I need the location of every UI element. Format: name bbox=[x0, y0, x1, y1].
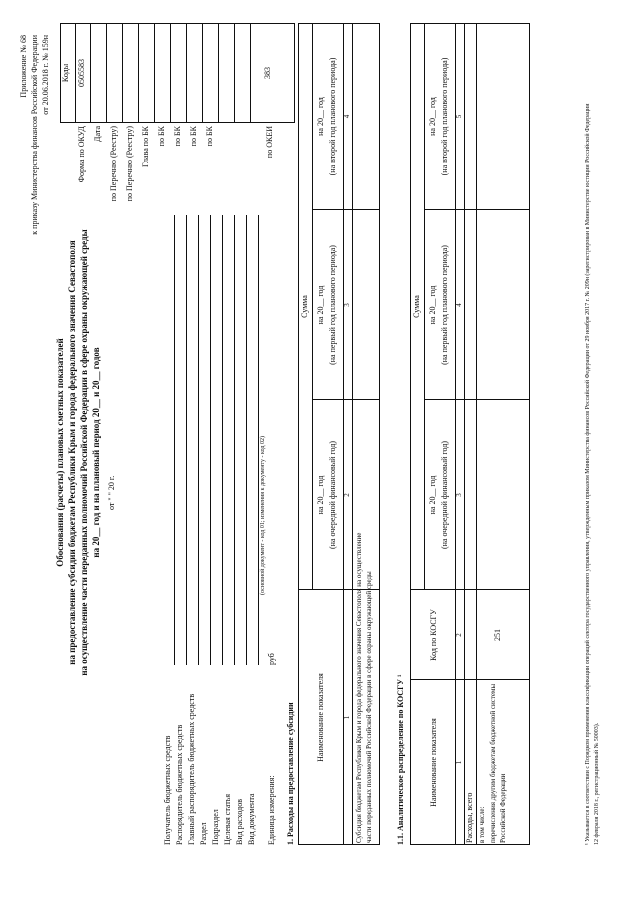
appendix-order-date: от 20.06.2018 г. № 159н bbox=[41, 35, 50, 115]
section1-num-1: 1 bbox=[343, 715, 351, 720]
perechen-label-1: по Перечню (Реестру) bbox=[109, 126, 118, 202]
section11-col3-year: на 20__ год bbox=[428, 475, 437, 515]
section11-row-label-2: Российской Федерации bbox=[499, 773, 507, 843]
section11-table bbox=[410, 23, 530, 845]
field-section: Раздел bbox=[199, 822, 208, 845]
section1-col4-desc: (на второй год планового периода) bbox=[328, 57, 337, 176]
field-subsection: Подраздел bbox=[211, 809, 220, 845]
section11-col-sum: Сумма bbox=[412, 295, 421, 318]
section1-col3-desc: (на первый год планового периода) bbox=[328, 245, 337, 365]
section11-title: 1.1. Аналитическое распределение по КОСГУ ¹ bbox=[396, 674, 405, 845]
section11-col4-year: на 20__ год bbox=[428, 285, 437, 325]
section1-row-label-1: Субсидия бюджетам Республики Крым и города федерального значения Севастополя на осуществление bbox=[355, 532, 363, 843]
codes-box bbox=[60, 23, 295, 123]
section11-num-2: 2 bbox=[455, 633, 463, 637]
bk-label-3: по БК bbox=[189, 126, 198, 147]
glava-label: Глава по БК bbox=[141, 126, 150, 167]
section11-num-3: 3 bbox=[455, 493, 463, 497]
section1-num-2: 2 bbox=[343, 493, 351, 497]
section1-title: 1. Расходы на предоставление субсидии bbox=[286, 702, 295, 845]
section1-num-4: 4 bbox=[343, 114, 351, 119]
section11-col4-desc: (на первый год планового периода) bbox=[440, 245, 449, 365]
section1-col-sum: Сумма bbox=[300, 295, 309, 318]
page-title: Обоснования (расчеты) плановых сметных показателей bbox=[55, 338, 65, 567]
units-value: руб bbox=[267, 653, 276, 665]
section11-col-kosgu: Код по КОСГУ bbox=[429, 609, 438, 661]
section11-col-name: Наименование показателя bbox=[429, 718, 438, 807]
units-label: Единица измерения: bbox=[267, 775, 276, 845]
field-target-article: Целевая статья bbox=[223, 793, 232, 845]
section11-num-4: 4 bbox=[455, 303, 463, 307]
footnote-line-2: 12 февраля 2018 г., регистрационный № 50003). bbox=[594, 722, 600, 845]
section11-total-label: Расходы, всего bbox=[465, 792, 474, 843]
field-recipient: Получатель бюджетных средств bbox=[163, 735, 172, 845]
section11-num-1: 1 bbox=[455, 760, 463, 765]
section1-col3-year: на 20__ год bbox=[316, 285, 325, 325]
page-subtitle-3: на 20__ год и на плановый период 20__ и 20__ годов bbox=[91, 347, 101, 558]
bk-label-4: по БК bbox=[205, 126, 214, 147]
okei-label: по ОКЕИ bbox=[265, 126, 274, 159]
appendix-order: к приказу Министерства финансов Российской Федерации bbox=[30, 35, 39, 235]
section11-row-label-1: перечисления другим бюджетам бюджетной системы bbox=[489, 683, 497, 843]
section1-row-label-2: части переданных полномочий Российской Федерации в сфере охраны окружающей среды bbox=[365, 571, 373, 843]
appendix-number: Приложение № 68 bbox=[19, 35, 28, 98]
section11-num-5: 5 bbox=[455, 114, 463, 119]
field-distributor: Распорядитель бюджетных средств bbox=[175, 724, 184, 845]
section1-col-name: Наименование показателя bbox=[316, 673, 325, 762]
document-date: от " " 20 г. bbox=[107, 475, 116, 510]
section1-num-3: 3 bbox=[343, 303, 351, 307]
bk-label-2: по БК bbox=[173, 126, 182, 147]
okei-value: 383 bbox=[263, 67, 272, 79]
field-expense-type: Вид расходов bbox=[235, 799, 244, 845]
section1-col2-desc: (на очередной финансовый год) bbox=[328, 440, 337, 550]
section11-col5-year: на 20__ год bbox=[428, 97, 437, 136]
okud-value: 0505583 bbox=[77, 59, 86, 87]
okud-label: Форма по ОКУД bbox=[77, 126, 86, 183]
section1-col4-year: на 20__ год bbox=[316, 97, 325, 136]
section11-col5-desc: (на второй год планового периода) bbox=[440, 57, 449, 176]
page-subtitle-2: на осуществление части переданных полномочий Российской Федерации в сфере охраны окружающей среды bbox=[79, 229, 89, 676]
field-main-distributor: Главный распорядитель бюджетных средств bbox=[187, 693, 196, 845]
document-type-hint: (основной документ - код 01; изменения к документу - код 02) bbox=[260, 436, 266, 595]
date-label: Дата bbox=[93, 126, 102, 142]
codes-header: Коды bbox=[61, 63, 70, 83]
section11-incl-label: в том числе: bbox=[478, 806, 486, 843]
page-subtitle-1: на предоставление субсидии бюджетам Республики Крым и города федерального значения Севастополя bbox=[67, 240, 77, 665]
section11-col3-desc: (на очередной финансовый год) bbox=[440, 440, 449, 550]
section11-row-kosgu: 251 bbox=[493, 629, 502, 641]
field-document-type: Вид документа bbox=[247, 793, 256, 845]
footnote-line-1: ¹ Указывается в соответствии с Порядком применения классификации операций сектора государственного управления, утвержденным приказом Министерства финансов Российской Федерации от 29 ноября 2017 г. № 209н (зарегистрирован в Министерстве юстиции Российской Федерации bbox=[585, 103, 591, 845]
perechen-label-2: по Перечню (Реестру) bbox=[125, 126, 134, 202]
section1-col2-year: на 20__ год bbox=[316, 475, 325, 515]
bk-label-1: по БК bbox=[157, 126, 166, 147]
